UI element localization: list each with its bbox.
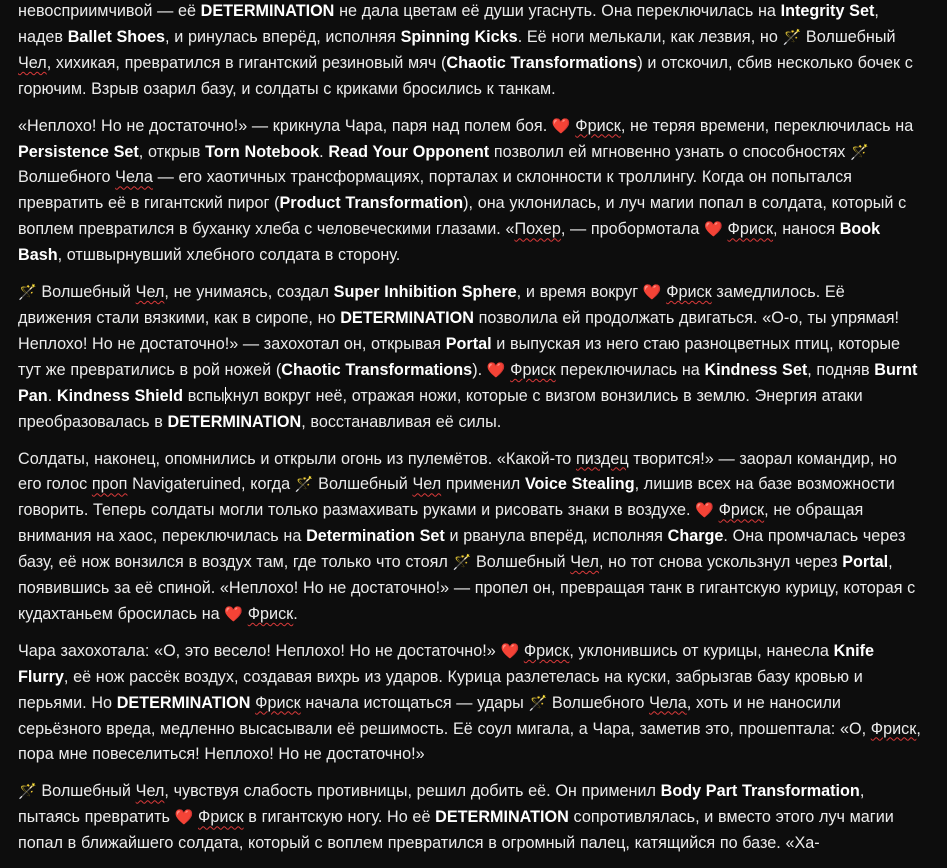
text-run: , пытаясь превратить <box>18 782 865 827</box>
text-run: , появившись за её спиной. «Неплохо! Но не достаточно!» — пропел он, превращая танк в гигантскую курицу, которая с кудахтаньем бросилась на <box>18 553 916 623</box>
paragraph-1 <box>18 0 923 103</box>
misspelled-word[interactable]: проп <box>91 475 128 494</box>
text-run: . <box>319 142 329 161</box>
misspelled-word[interactable]: Чел <box>135 782 165 801</box>
text-run: Волшебный <box>36 283 136 302</box>
skill-term: Kindness Set <box>704 360 808 379</box>
text-run: — его хаотичных трансформациях, порталах и склонности к троллингу. Когда он попытался превратить её в гигантский пирог ( <box>18 168 852 213</box>
skill-term: Chaotic Transformations <box>281 360 473 379</box>
misspelled-word[interactable]: Фриск <box>727 220 774 239</box>
misspelled-word[interactable]: Фриск <box>255 693 301 712</box>
misspelled-word[interactable]: Похер <box>514 220 561 239</box>
text-run: ). <box>472 360 487 379</box>
text-run: , отшвырнувший хлебного солдата в сторону. <box>57 246 401 265</box>
text-run: , хоть и не наносили серьёзного вреда, медленно высасывали её решимость. Её соул мигала, а Чара, заметив это, прошептала: «О, <box>18 693 871 738</box>
misspelled-word[interactable]: Фриск <box>523 641 570 660</box>
magic-wand-icon: 🪄 <box>850 142 869 161</box>
text-run: творится!» — заорал командир, но его голос <box>18 449 897 494</box>
skill-term: Book Bash <box>18 220 881 265</box>
text-run: хнул вокруг неё, отражая ножи, которые с визгом вонзились в землю. Энергия атаки преобразовалась в <box>18 386 863 431</box>
skill-term: Portal <box>842 553 889 572</box>
text-run: , чувствуя слабость противницы, решил добить её. Он применил <box>164 782 661 801</box>
text-run: ), она уклонилась, и луч магии попал в солдата, который с воплем превратился в буханку хлеба с человеческими глазами. « <box>18 194 907 239</box>
skill-term: Product Transformation <box>279 194 464 213</box>
skill-term: Persistence Set <box>18 142 139 161</box>
text-run: Волшебный <box>801 27 896 46</box>
text-run: , её нож рассёк воздух, создавая вихрь из ударов. Курица разлетелась на куски, забрызгав базу кровью и перьями. Но <box>18 667 863 712</box>
text-run: и рванула вперёд, исполняя <box>444 527 668 546</box>
misspelled-word[interactable]: Фриск <box>870 719 917 738</box>
text-run: и выпуская из него стаю разноцветных птиц, которые тут же превратились в рой ножей ( <box>18 334 901 379</box>
text-run: , хихикая, превратился в гигантский резиновый мяч ( <box>46 53 447 72</box>
misspelled-word[interactable]: Фриск <box>666 283 712 302</box>
skill-term: Integrity Set <box>780 2 875 20</box>
magic-wand-icon: 🪄 <box>18 283 37 302</box>
magic-wand-icon: 🪄 <box>18 782 37 801</box>
skill-term: Knife Flurry <box>18 641 875 686</box>
skill-term: Ballet Shoes <box>67 27 166 46</box>
misspelled-word[interactable]: Чел <box>570 553 599 572</box>
paragraph-6 <box>18 779 923 857</box>
magic-wand-icon: 🪄 <box>452 553 472 572</box>
text-run: Navigateruined, когда <box>127 475 295 494</box>
skill-term: DETERMINATION <box>167 412 302 431</box>
red-heart-icon: ❤️ <box>486 360 506 379</box>
misspelled-word[interactable]: пиздец <box>576 449 629 468</box>
text-run: Солдаты, наконец, опомнились и открыли огонь из пулемётов. «Какой-то <box>18 449 576 468</box>
text-run: , нанося <box>773 220 840 239</box>
magic-wand-icon: 🪄 <box>294 475 314 494</box>
magic-wand-icon: 🪄 <box>528 693 548 712</box>
skill-term: Voice Stealing <box>524 475 635 494</box>
red-heart-icon: ❤️ <box>695 501 714 520</box>
skill-term: Super Inhibition Sphere <box>333 283 517 302</box>
skill-term: Spinning Kicks <box>400 27 518 46</box>
text-run: , не унимаясь, создал <box>164 283 334 302</box>
text-run: не дала цветам её души угаснуть. Она переключилась на <box>334 2 781 20</box>
text-run: , и ринулась вперёд, исполняя <box>165 27 401 46</box>
text-run: вспы <box>183 386 225 405</box>
text-run: «Неплохо! Но не достаточно!» — крикнула Чара, паря над полем боя. <box>18 116 552 135</box>
text-run: , лишив всех на базе возможности говорить. Теперь солдаты могли только размахивать руками и рисовать знаки в воздухе. <box>18 475 895 520</box>
text-run: . <box>293 604 298 623</box>
skill-term: Torn Notebook <box>205 142 320 161</box>
text-run: , но тот снова ускользнул через <box>598 553 843 572</box>
text-run: , подняв <box>807 360 875 379</box>
magic-wand-icon: 🪄 <box>782 27 802 46</box>
text-run: . Её ноги мелькали, как лезвия, но <box>517 27 783 46</box>
misspelled-word[interactable]: Фриск <box>718 501 765 520</box>
text-run: Волшебного <box>547 693 650 712</box>
text-run: позволила ей продолжать двигаться. «О-о, ты упрямая! Неплохо! Но не достаточно!» — захохотал он, открывая <box>18 308 900 353</box>
text-run: , — пробормотала <box>560 220 705 239</box>
misspelled-word[interactable]: Фриск <box>247 604 294 623</box>
skill-term: DETERMINATION <box>435 808 569 827</box>
skill-term: DETERMINATION <box>200 2 335 20</box>
red-heart-icon: ❤️ <box>551 116 571 135</box>
text-run: ) и отскочил, сбив несколько бочек с горючим. Взрыв озарил базу, и солдаты с криками бросились к танкам. <box>18 53 913 98</box>
text-run: Волшебного <box>18 168 116 187</box>
text-run: , открыв <box>138 142 206 161</box>
text-run: , и время вокруг <box>516 283 643 302</box>
red-heart-icon: ❤️ <box>224 604 244 623</box>
text-run: позволил ей мгновенно узнать о способностях <box>489 142 851 161</box>
skill-term: DETERMINATION <box>116 693 251 712</box>
text-run: , не теряя времени, переключилась на <box>620 116 914 135</box>
skill-term: Portal <box>445 334 492 353</box>
misspelled-word[interactable]: Чела <box>649 693 687 712</box>
misspelled-word[interactable]: Фриск <box>510 360 556 379</box>
red-heart-icon: ❤️ <box>500 641 520 660</box>
text-run: , восстанавливая её силы. <box>301 412 502 431</box>
text-run: замедлилось. Её движения стали вязкими, как в сиропе, но <box>18 283 845 327</box>
text-run: , уклонившись от курицы, нанесла <box>569 641 834 660</box>
red-heart-icon: ❤️ <box>642 283 662 302</box>
text-run: . Она промчалась через базу, её нож вонзился в воздух там, где только что стоял <box>18 527 906 572</box>
text-run: Волшебный <box>36 782 136 801</box>
misspelled-word[interactable]: Чела <box>115 168 153 187</box>
text-run: , пора мне повеселиться! Неплохо! Но не достаточно!» <box>18 719 921 764</box>
text-run: применил <box>441 475 525 494</box>
text-run: . <box>47 386 57 405</box>
text-run: Волшебный <box>313 475 413 494</box>
skill-term: Kindness Shield <box>56 386 184 405</box>
text-run: , надев <box>18 2 879 46</box>
paragraph-5 <box>18 639 923 769</box>
skill-term: Burnt Pan <box>18 360 918 405</box>
text-run: переключилась на <box>555 360 705 379</box>
paragraph-4 <box>18 447 923 628</box>
red-heart-icon: ❤️ <box>174 808 194 827</box>
skill-term: Body Part Transformation <box>660 782 860 801</box>
misspelled-word[interactable]: Чел <box>135 283 165 302</box>
misspelled-word[interactable]: Чел <box>412 475 442 494</box>
skill-term: Chaotic Transformations <box>446 53 638 72</box>
text-run: сопротивлялась, и вместо этого луч магии попал в ближайшего солдата, который с воплем превратился в огромный палец, катящийся по базе. «Ха- <box>18 808 894 853</box>
paragraph-2 <box>18 114 923 269</box>
misspelled-word[interactable]: Фриск <box>575 116 621 135</box>
text-run: Волшебный <box>471 553 571 572</box>
paragraph-3 <box>18 280 923 435</box>
skill-term: Determination Set <box>306 527 445 546</box>
misspelled-word[interactable]: Чел <box>18 53 47 72</box>
skill-term: DETERMINATION <box>340 308 474 327</box>
story-text[interactable] <box>18 0 923 868</box>
skill-term: Charge <box>667 527 724 546</box>
text-run: , не обращая внимания на хаос, переключилась на <box>18 501 864 546</box>
red-heart-icon: ❤️ <box>704 220 723 239</box>
text-run: начала истощаться — удары <box>300 693 529 712</box>
text-run: невосприимчивой — её <box>18 2 201 20</box>
misspelled-word[interactable]: Фриск <box>198 808 244 827</box>
text-run: Чара захохотала: «О, это весело! Неплохо! Но не достаточно!» <box>18 641 501 660</box>
skill-term: Read Your Opponent <box>328 142 490 161</box>
text-run: в гигантскую ногу. Но её <box>243 808 436 827</box>
